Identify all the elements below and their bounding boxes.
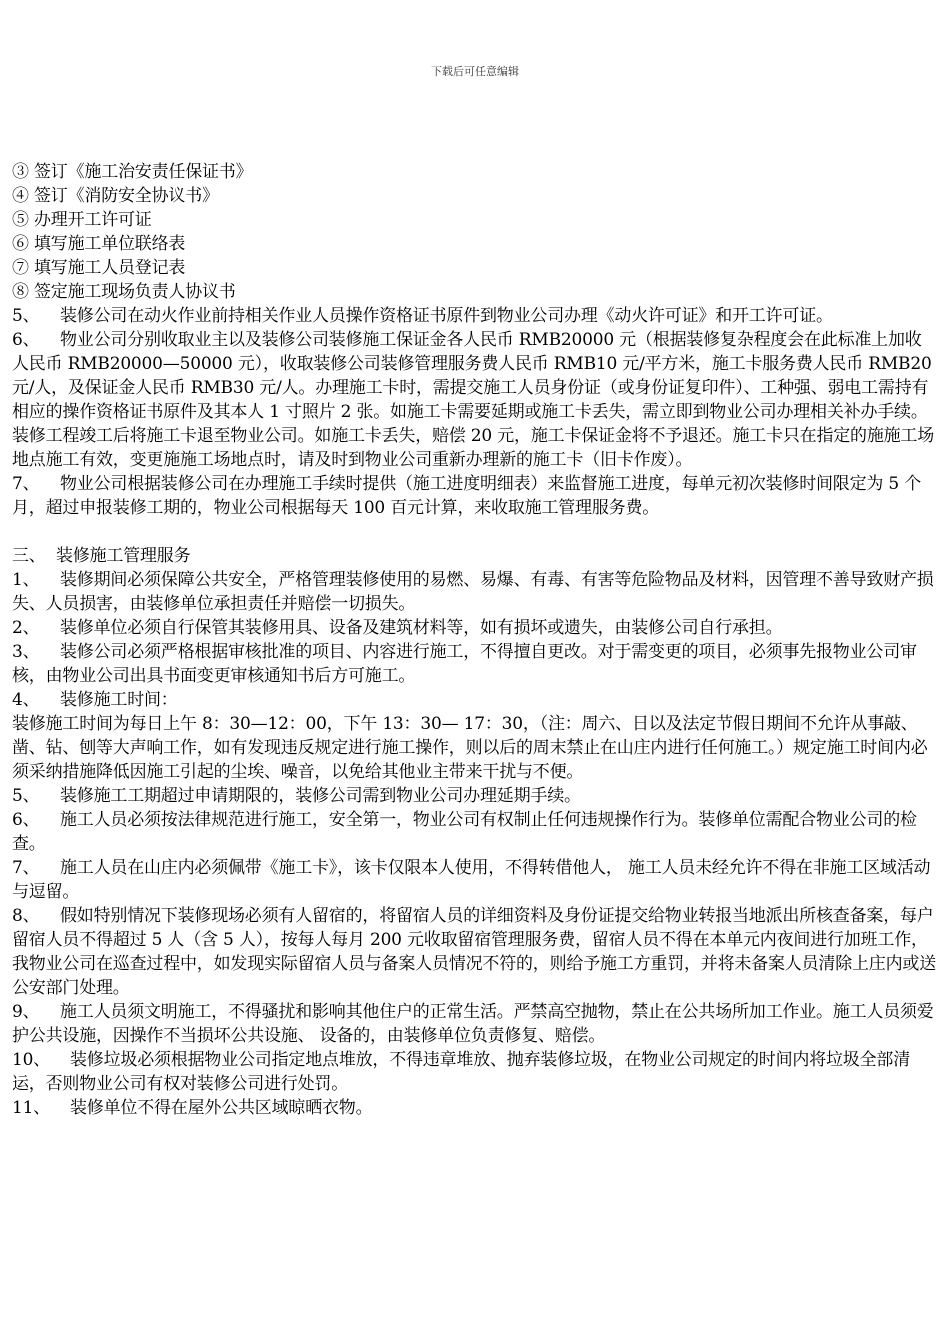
item-number: 5、 xyxy=(12,306,40,326)
sub-item: ③ 签订《施工治安责任保证书》 xyxy=(12,162,253,182)
item-text: 施工人员须文明施工，不得骚扰和影响其他住户的正常生活。严禁高空抛物，禁止在公共场所加工作业。施工人员须爱护公共设施，因操作不当损坏公共设施、 设备的，由装修单位负责修复、赔偿。 xyxy=(12,1002,934,1046)
numbered-paragraph xyxy=(12,1048,937,1096)
time-paragraph: 装修施工时间为每日上午 8：30—12：00，下午 13：30— 17：30，（注：周六、日以及法定节假日期间不允许从事敲、凿、钻、刨等大声响工作，如有发现违反规定进行施工操作，则以后的周末禁止在山庄内进行任何施工。）规定施工时间内必须采纳措施降低因施工引起的尘埃、噪音，以免给其他业主带来干扰与不便。 xyxy=(12,714,928,782)
item-text: 装修单位不得在屋外公共区域晾晒衣物。 xyxy=(70,1098,373,1118)
item-text: 装修垃圾必须根据物业公司指定地点堆放，不得违章堆放、抛弃装修垃圾，在物业公司规定的时间内将垃圾全部清运，否则物业公司有权对装修公司进行处罚。 xyxy=(12,1050,910,1094)
item-text: 装修期间必须保障公共安全，严格管理装修使用的易燃、易爆、有毒、有害等危险物品及材料，因管理不善导致财产损失、人员损害，由装修单位承担责任并赔偿一切损失。 xyxy=(12,570,934,614)
item-number: 9、 xyxy=(12,1002,40,1022)
item-text: 物业公司分别收取业主以及装修公司装修施工保证金各人民币 RMB20000 元（根据装修复杂程度会在此标准上加收人民币 RMB20000—50000 元），收取装修公司装修管理服务费人民币 RMB10 元/平方米，施工卡服务费人民币 RMB20 元/人，及保证金人民币 RMB30 元/人。办理施工卡时，需提交施工人员身份证（或身份证复印件）、工种强、弱电工需持有相应的操作资格证书原件及其本人 1 寸照片 2 张。如施工卡需要延期或施工卡丢失，需立即到物业公司办理相关补办手续。装修工程竣工后将施工卡退至物业公司。如施工卡丢失，赔偿 20 元，施工卡保证金将不予退还。施工卡只在指定的施施工场地点施工有效，变更施施工场地点时，请及时到物业公司重新办理新的施工卡（旧卡作废）。 xyxy=(12,330,935,470)
numbered-paragraph xyxy=(12,640,937,688)
numbered-paragraph xyxy=(12,1096,937,1120)
sub-item: ⑦ 填写施工人员登记表 xyxy=(12,258,186,278)
item-number: 1、 xyxy=(12,570,40,590)
numbered-paragraph xyxy=(12,808,937,856)
item-text: 装修公司必须严格根据审核批准的项目、内容进行施工，不得擅自更改。对于需变更的项目，必须事先报物业公司审核，由物业公司出具书面变更审核通知书后方可施工。 xyxy=(12,642,917,686)
blank-line xyxy=(12,520,937,544)
item-number: 2、 xyxy=(12,618,40,638)
numbered-paragraph xyxy=(12,856,937,904)
sub-item: ⑧ 签定施工现场负责人协议书 xyxy=(12,282,236,302)
item-number: 6、 xyxy=(12,810,40,830)
item-text: 假如特别情况下装修现场必须有人留宿的，将留宿人员的详细资料及身份证提交给物业转报当地派出所核查备案，每户留宿人员不得超过 5 人（含 5 人），按每人每月 200 元收取留宿管理服务费，留宿人员不得在本单元内夜间进行加班工作，我物业公司在巡查过程中，如发现实际留宿人员与备案人员情况不符的，则给予施工方重罚，并将未备案人员清除上庄内或送公安部门处理。 xyxy=(12,906,936,998)
item-number: 4、 xyxy=(12,690,40,710)
numbered-paragraph xyxy=(12,1000,937,1048)
numbered-paragraph xyxy=(12,304,937,328)
section-number: 三、 xyxy=(12,546,46,566)
section-title: 装修施工管理服务 xyxy=(56,546,191,566)
sub-item: ⑥ 填写施工单位联络表 xyxy=(12,234,186,254)
item-text: 施工人员必须按法律规范进行施工，安全第一，物业公司有权制止任何违规操作行为。装修单位需配合物业公司的检查。 xyxy=(12,810,917,854)
sub-item: ④ 签订《消防安全协议书》 xyxy=(12,186,219,206)
item-number: 5、 xyxy=(12,786,40,806)
numbered-paragraph xyxy=(12,568,937,616)
section-heading xyxy=(12,544,937,568)
item-number: 7、 xyxy=(12,858,40,878)
item-number: 10、 xyxy=(12,1050,51,1070)
item-number: 3、 xyxy=(12,642,40,662)
item-text: 装修公司在动火作业前持相关作业人员操作资格证书原件到物业公司办理《动火许可证》和开工许可证。 xyxy=(60,306,833,326)
item-text: 装修施工时间： xyxy=(60,690,178,710)
item-text: 物业公司根据装修公司在办理施工手续时提供（施工进度明细表）来监督施工进度，每单元初次装修时间限定为 5 个月，超过申报装修工期的，物业公司根据每天 100 百元计算，来收取施工管理服务费。 xyxy=(12,474,922,518)
item-number: 8、 xyxy=(12,906,40,926)
numbered-paragraph xyxy=(12,784,937,808)
numbered-paragraph xyxy=(12,328,937,472)
numbered-paragraph xyxy=(12,472,937,520)
numbered-paragraph xyxy=(12,688,937,712)
document-body xyxy=(12,160,937,1120)
page-header: 下载后可任意编辑 xyxy=(431,65,519,78)
item-number: 7、 xyxy=(12,474,40,494)
numbered-paragraph xyxy=(12,904,937,1000)
item-number: 6、 xyxy=(12,330,40,350)
item-text: 装修单位必须自行保管其装修用具、设备及建筑材料等，如有损坏或遗失，由装修公司自行承担。 xyxy=(60,618,783,638)
item-text: 施工人员在山庄内必须佩带《施工卡》，该卡仅限本人使用，不得转借他人， 施工人员未经允许不得在非施工区域活动与逗留。 xyxy=(12,858,931,902)
numbered-paragraph xyxy=(12,616,937,640)
sub-item: ⑤ 办理开工许可证 xyxy=(12,210,152,230)
item-number: 11、 xyxy=(12,1098,51,1118)
item-text: 装修施工工期超过申请期限的，装修公司需到物业公司办理延期手续。 xyxy=(60,786,581,806)
